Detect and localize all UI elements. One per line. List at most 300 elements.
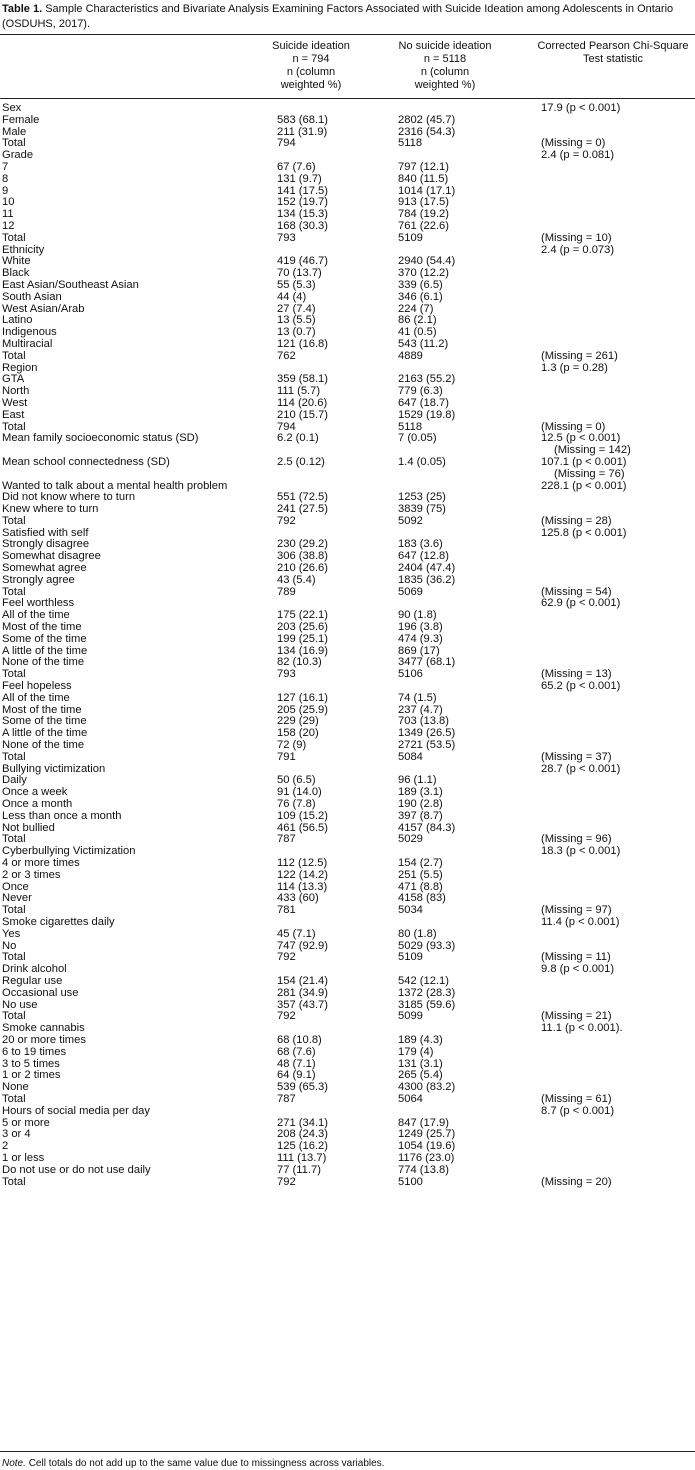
table-row bbox=[0, 693, 695, 705]
cell-text: (Missing = 96) bbox=[541, 833, 612, 846]
header-suicide-ideation bbox=[255, 40, 367, 92]
cell-text: (Missing = 37) bbox=[541, 750, 612, 763]
cell-text: 74 (1.5) bbox=[398, 691, 437, 704]
cell-text: Not bullied bbox=[2, 821, 55, 834]
cell-text: 28.7 (p < 0.001) bbox=[541, 762, 621, 775]
cell-text: 134 (15.3) bbox=[277, 208, 328, 221]
table-row bbox=[0, 209, 695, 221]
table-row bbox=[0, 245, 695, 257]
cell-text: Total bbox=[2, 585, 26, 598]
header-line: weighted %) bbox=[280, 79, 342, 91]
cell-text: 793 bbox=[277, 231, 296, 244]
no-suicide-ideation-cell bbox=[398, 669, 423, 681]
cell-text: 8.7 (p < 0.001) bbox=[541, 1104, 615, 1117]
cell-text: 77 (11.7) bbox=[277, 1163, 321, 1176]
cell-text: Satisfied with self bbox=[2, 526, 89, 539]
cell-text: 189 (3.1) bbox=[398, 786, 443, 799]
cell-text: Total bbox=[2, 668, 26, 681]
cell-text: 792 bbox=[277, 514, 296, 527]
suicide-ideation-cell bbox=[277, 233, 296, 245]
cell-text: Somewhat disagree bbox=[2, 550, 101, 563]
cell-text: 107.1 (p < 0.001) bbox=[541, 455, 627, 468]
table-row bbox=[0, 539, 695, 551]
table-row bbox=[0, 280, 695, 292]
suicide-ideation-cell bbox=[277, 351, 296, 363]
cell-text: Female bbox=[2, 113, 40, 126]
suicide-ideation-cell bbox=[277, 433, 319, 445]
cell-text: 1253 (25) bbox=[398, 491, 446, 504]
cell-text: Indigenous bbox=[2, 326, 57, 339]
header-line: n = 5118 bbox=[423, 53, 467, 65]
cell-text: Total bbox=[2, 833, 26, 846]
cell-text: 1 or 2 times bbox=[2, 1069, 61, 1082]
cell-text: 2721 (53.5) bbox=[398, 739, 456, 752]
cell-text: 2316 (54.3) bbox=[398, 125, 456, 138]
no-suicide-ideation-cell bbox=[398, 433, 437, 445]
cell-text: 1249 (25.7) bbox=[398, 1128, 456, 1141]
table-row bbox=[0, 1059, 695, 1071]
header-line: n = 794 bbox=[292, 53, 330, 65]
cell-text: 114 (13.3) bbox=[277, 880, 328, 893]
table-row bbox=[0, 327, 695, 339]
chi-square-cell bbox=[541, 433, 631, 457]
cell-text: 2404 (47.4) bbox=[398, 562, 456, 575]
cell-text: Smoke cigarettes daily bbox=[2, 915, 115, 928]
cell-text: 1.3 (p = 0.28) bbox=[541, 361, 608, 374]
chi-square-cell bbox=[541, 846, 620, 858]
cell-text: 1176 (23.0) bbox=[398, 1151, 455, 1164]
suicide-ideation-cell bbox=[277, 952, 296, 964]
chi-square-cell bbox=[541, 1106, 614, 1118]
suicide-ideation-cell bbox=[277, 1094, 296, 1106]
no-suicide-ideation-cell bbox=[398, 834, 423, 846]
cell-text: 789 bbox=[277, 585, 296, 598]
table-row bbox=[0, 197, 695, 209]
table-row bbox=[0, 256, 695, 268]
cell-text: 127 (16.1) bbox=[277, 691, 328, 704]
cell-text: 913 (17.5) bbox=[398, 196, 449, 209]
cell-text: Grade bbox=[2, 149, 34, 162]
cell-text: Hours of social media per day bbox=[2, 1104, 150, 1117]
table-row bbox=[0, 492, 695, 504]
cell-text: 761 (22.6) bbox=[398, 219, 449, 232]
cell-text: 90 (1.8) bbox=[398, 609, 437, 622]
cell-text: 1529 (19.8) bbox=[398, 408, 456, 421]
cell-text: Daily bbox=[2, 774, 27, 787]
cell-text: (Missing = 10) bbox=[541, 231, 612, 244]
cell-text: 189 (4.3) bbox=[398, 1033, 443, 1046]
table-row bbox=[0, 150, 695, 162]
cell-text: 9.8 (p < 0.001) bbox=[541, 963, 615, 976]
cell-text: 6 to 19 times bbox=[2, 1045, 67, 1058]
cell-text: 7 (0.05) bbox=[398, 432, 437, 445]
suicide-ideation-cell bbox=[277, 457, 325, 469]
cell-text: 5109 bbox=[398, 951, 423, 964]
cell-text: 121 (16.8) bbox=[277, 337, 328, 350]
table-row bbox=[0, 964, 695, 976]
cell-text: 251 (5.5) bbox=[398, 868, 443, 881]
table-row bbox=[0, 811, 695, 823]
cell-text: Never bbox=[2, 892, 32, 905]
table-row bbox=[0, 646, 695, 658]
cell-text: 9 bbox=[2, 184, 9, 197]
cell-text: (Missing = 13) bbox=[541, 668, 612, 681]
cell-text: 433 (60) bbox=[277, 892, 319, 905]
table-row bbox=[0, 728, 695, 740]
cell-text: 125.8 (p < 0.001) bbox=[541, 526, 627, 539]
cell-text: 4157 (84.3) bbox=[398, 821, 456, 834]
cell-text: 3839 (75) bbox=[398, 503, 446, 516]
cell-text: 539 (65.3) bbox=[277, 1081, 328, 1094]
table-row bbox=[0, 433, 695, 457]
cell-text: No use bbox=[2, 998, 38, 1011]
cell-text: 62.9 (p < 0.001) bbox=[541, 597, 621, 610]
chi-square-cell bbox=[541, 481, 627, 493]
cell-text: 13 (5.5) bbox=[277, 314, 316, 327]
cell-text: East bbox=[2, 408, 25, 421]
cell-text: 45 (7.1) bbox=[277, 927, 316, 940]
suicide-ideation-cell bbox=[277, 1011, 296, 1023]
cell-text: 203 (25.6) bbox=[277, 621, 328, 634]
table-row bbox=[0, 1106, 695, 1118]
cell-text: All of the time bbox=[2, 691, 70, 704]
table-row bbox=[0, 563, 695, 575]
cell-text: (Missing = 11) bbox=[541, 951, 611, 964]
cell-text: 6.2 (0.1) bbox=[277, 432, 319, 445]
chi-square-cell bbox=[541, 363, 608, 375]
cell-text: North bbox=[2, 385, 30, 398]
table-row bbox=[0, 681, 695, 693]
cell-text: 357 (43.7) bbox=[277, 998, 328, 1011]
cell-text: 168 (30.3) bbox=[277, 219, 328, 232]
row-label bbox=[2, 1177, 26, 1189]
cell-text: 2 or 3 times bbox=[2, 868, 61, 881]
cell-text: 229 (29) bbox=[277, 715, 319, 728]
cell-text: Somewhat agree bbox=[2, 562, 87, 575]
cell-text: 12.5 (p < 0.001) bbox=[541, 432, 621, 445]
cell-text: (Missing = 28) bbox=[541, 514, 612, 527]
no-suicide-ideation-cell bbox=[398, 233, 423, 245]
table-row bbox=[0, 457, 695, 481]
chi-square-cell bbox=[541, 1023, 623, 1035]
table-row bbox=[0, 292, 695, 304]
note-label: Note. bbox=[2, 1458, 26, 1469]
cell-text: GTA bbox=[2, 373, 25, 386]
cell-text: 747 (92.9) bbox=[277, 939, 328, 952]
cell-text: 543 (11.2) bbox=[398, 337, 449, 350]
no-suicide-ideation-cell bbox=[398, 138, 422, 150]
cell-text: 44 (4) bbox=[277, 290, 307, 303]
cell-text: 647 (12.8) bbox=[398, 550, 449, 563]
cell-text: Do not use or do not use daily bbox=[2, 1163, 151, 1176]
cell-text: 1.4 (0.05) bbox=[398, 455, 446, 468]
cell-text: 131 (3.1) bbox=[398, 1057, 443, 1070]
cell-text: Male bbox=[2, 125, 27, 138]
cell-text: 154 (21.4) bbox=[277, 974, 328, 987]
cell-text: 787 bbox=[277, 833, 296, 846]
cell-text: 179 (4) bbox=[398, 1045, 434, 1058]
cell-text: Total bbox=[2, 514, 26, 527]
table-row bbox=[0, 1129, 695, 1141]
cell-text: 5084 bbox=[398, 750, 423, 763]
cell-text: All of the time bbox=[2, 609, 70, 622]
cell-text: 794 bbox=[277, 137, 296, 150]
cell-text: 2940 (54.4) bbox=[398, 255, 456, 268]
table-row bbox=[0, 988, 695, 1000]
table-row bbox=[0, 186, 695, 198]
cell-text: Wanted to talk about a mental health problem bbox=[2, 479, 228, 492]
cell-text: 5118 bbox=[398, 137, 423, 150]
cell-text: 237 (4.7) bbox=[398, 703, 443, 716]
cell-text: 20 or more times bbox=[2, 1033, 86, 1046]
cell-text: 4 or more times bbox=[2, 857, 80, 869]
cell-text: 797 (12.1) bbox=[398, 160, 449, 173]
missing-count: (Missing = 76) bbox=[554, 467, 625, 480]
cell-text: 82 (10.3) bbox=[277, 656, 322, 669]
header-chi-square bbox=[533, 40, 693, 66]
table-row bbox=[0, 398, 695, 410]
cell-text: 5100 bbox=[398, 1175, 423, 1188]
cell-text: 3477 (68.1) bbox=[398, 656, 456, 669]
cell-text: 210 (26.6) bbox=[277, 562, 328, 575]
cell-text: 2.5 (0.12) bbox=[277, 455, 325, 468]
cell-text: 847 (17.9) bbox=[398, 1116, 449, 1129]
cell-text: 41 (0.5) bbox=[398, 326, 437, 339]
cell-text: 131 (9.7) bbox=[277, 172, 322, 185]
cell-text: 80 (1.8) bbox=[398, 927, 437, 940]
cell-text: 762 bbox=[277, 349, 296, 362]
cell-text: 43 (5.4) bbox=[277, 573, 316, 586]
table-row bbox=[0, 1141, 695, 1153]
cell-text: Total bbox=[2, 1175, 26, 1188]
note-text: Cell totals do not add up to the same value due to missingness across variables. bbox=[28, 1458, 385, 1469]
cell-text: 8 bbox=[2, 172, 9, 185]
cell-text: (Missing = 0) bbox=[541, 137, 606, 150]
cell-text: 86 (2.1) bbox=[398, 314, 437, 327]
cell-text: Multiracial bbox=[2, 337, 53, 350]
table-row bbox=[0, 622, 695, 634]
cell-text: 2 bbox=[2, 1140, 9, 1153]
cell-text: West Asian/Arab bbox=[2, 302, 85, 315]
cell-text: 1054 (19.6) bbox=[398, 1140, 456, 1153]
cell-text: 779 (6.3) bbox=[398, 385, 443, 398]
cell-text: 111 (13.7) bbox=[277, 1151, 327, 1164]
row-label bbox=[2, 433, 198, 445]
suicide-ideation-cell bbox=[277, 587, 296, 599]
chi-square-cell bbox=[541, 964, 614, 976]
header-line: Test statistic bbox=[583, 53, 643, 65]
cell-text: Once a month bbox=[2, 798, 73, 811]
table-row bbox=[0, 374, 695, 386]
cell-text: 230 (29.2) bbox=[277, 538, 328, 551]
chi-square-cell bbox=[541, 150, 614, 162]
cell-text: 5064 bbox=[398, 1092, 423, 1105]
no-suicide-ideation-cell bbox=[398, 952, 423, 964]
cell-text: (Missing = 54) bbox=[541, 585, 612, 598]
no-suicide-ideation-cell bbox=[398, 1177, 423, 1189]
cell-text: 70 (13.7) bbox=[277, 267, 322, 280]
cell-text: Strongly agree bbox=[2, 573, 75, 586]
cell-text: 72 (9) bbox=[277, 739, 307, 752]
cell-text: 2802 (45.7) bbox=[398, 113, 456, 126]
cell-text: 67 (7.6) bbox=[277, 160, 316, 173]
cell-text: Mean family socioeconomic status (SD) bbox=[2, 432, 199, 445]
cell-text: (Missing = 261) bbox=[541, 349, 618, 362]
table-row bbox=[0, 174, 695, 186]
cell-text: 794 bbox=[277, 420, 296, 433]
cell-text: East Asian/Southeast Asian bbox=[2, 278, 139, 291]
cell-text: 55 (5.3) bbox=[277, 278, 316, 291]
table-row bbox=[0, 870, 695, 882]
cell-text: No bbox=[2, 939, 17, 952]
cell-text: 1349 (26.5) bbox=[398, 727, 456, 740]
table-row bbox=[0, 304, 695, 316]
no-suicide-ideation-cell bbox=[398, 351, 423, 363]
table-row bbox=[0, 775, 695, 787]
cell-text: 551 (72.5) bbox=[277, 491, 328, 504]
cell-text: 4158 (83) bbox=[398, 892, 446, 905]
table-row bbox=[0, 1047, 695, 1059]
cell-text: 11 bbox=[2, 208, 14, 221]
cell-text: 271 (34.1) bbox=[277, 1116, 328, 1129]
cell-text: 125 (16.2) bbox=[277, 1140, 328, 1153]
cell-text: 122 (14.2) bbox=[277, 868, 328, 881]
cell-text: 27 (7.4) bbox=[277, 302, 316, 315]
cell-text: 111 (5.7) bbox=[277, 385, 321, 398]
header-line: weighted %) bbox=[414, 79, 476, 91]
cell-text: 13 (0.7) bbox=[277, 326, 316, 339]
header-line: No suicide ideation bbox=[398, 40, 492, 52]
table-row bbox=[0, 1023, 695, 1035]
cell-text: 109 (15.2) bbox=[277, 809, 328, 822]
cell-text: 792 bbox=[277, 1175, 296, 1188]
cell-text: Total bbox=[2, 137, 26, 150]
table-row bbox=[0, 1070, 695, 1082]
cell-text: 5034 bbox=[398, 904, 423, 917]
cell-text: 76 (7.8) bbox=[277, 798, 316, 811]
header-line: n (column bbox=[286, 66, 336, 78]
cell-text: 50 (6.5) bbox=[277, 774, 316, 787]
cell-text: 583 (68.1) bbox=[277, 113, 328, 126]
cell-text: 281 (34.9) bbox=[277, 986, 328, 999]
suicide-ideation-cell bbox=[277, 1177, 296, 1189]
cell-text: 781 bbox=[277, 904, 296, 917]
no-suicide-ideation-cell bbox=[398, 457, 446, 469]
cell-text: Bullying victimization bbox=[2, 762, 106, 775]
cell-text: South Asian bbox=[2, 290, 62, 303]
chi-square-cell bbox=[541, 245, 614, 257]
cell-text: (Missing = 61) bbox=[541, 1092, 612, 1105]
table-row bbox=[0, 551, 695, 563]
cell-text: 241 (27.5) bbox=[277, 503, 328, 516]
cell-text: A little of the time bbox=[2, 727, 88, 740]
cell-text: 224 (7) bbox=[398, 302, 434, 315]
cell-text: Regular use bbox=[2, 974, 63, 987]
chi-square-cell bbox=[541, 1177, 612, 1189]
cell-text: 18.3 (p < 0.001) bbox=[541, 845, 621, 858]
cell-text: 792 bbox=[277, 1010, 296, 1023]
cell-text: Region bbox=[2, 361, 38, 374]
cell-text: 11.1 (p < 0.001). bbox=[541, 1022, 623, 1035]
cell-text: (Missing = 20) bbox=[541, 1175, 612, 1188]
cell-text: 346 (6.1) bbox=[398, 290, 443, 303]
cell-text: Occasional use bbox=[2, 986, 79, 999]
cell-text: 461 (56.5) bbox=[277, 821, 328, 834]
table-row bbox=[0, 315, 695, 327]
cell-text: 787 bbox=[277, 1092, 296, 1105]
cell-text: 1835 (36.2) bbox=[398, 573, 456, 586]
cell-text: 3 or 4 bbox=[2, 1128, 31, 1141]
chi-square-cell bbox=[541, 681, 620, 693]
cell-text: 339 (6.5) bbox=[398, 278, 443, 291]
chi-square-cell bbox=[541, 457, 627, 481]
table-row bbox=[0, 705, 695, 717]
cell-text: Cyberbullying Victimization bbox=[2, 845, 136, 858]
cell-text: 3 to 5 times bbox=[2, 1057, 60, 1070]
cell-text: 2.4 (p = 0.073) bbox=[541, 243, 615, 256]
cell-text: 112 (12.5) bbox=[277, 857, 328, 869]
cell-text: 141 (17.5) bbox=[277, 184, 328, 197]
cell-text: 2.4 (p = 0.081) bbox=[541, 149, 615, 162]
table-row bbox=[0, 976, 695, 988]
table-row bbox=[0, 115, 695, 127]
cell-text: Total bbox=[2, 1092, 26, 1105]
cell-text: 5092 bbox=[398, 514, 423, 527]
cell-text: 205 (25.9) bbox=[277, 703, 328, 716]
cell-text: Some of the time bbox=[2, 715, 87, 728]
cell-text: Most of the time bbox=[2, 703, 82, 716]
table-row bbox=[0, 528, 695, 540]
cell-text: 91 (14.0) bbox=[277, 786, 322, 799]
cell-text: (Missing = 97) bbox=[541, 904, 612, 917]
table-row bbox=[0, 598, 695, 610]
no-suicide-ideation-cell bbox=[398, 905, 423, 917]
cell-text: Yes bbox=[2, 927, 21, 940]
cell-text: Latino bbox=[2, 314, 33, 327]
table-row bbox=[0, 917, 695, 929]
cell-text: 784 (19.2) bbox=[398, 208, 449, 221]
cell-text: 96 (1.1) bbox=[398, 774, 437, 787]
cell-text: 183 (3.6) bbox=[398, 538, 443, 551]
suicide-ideation-cell bbox=[277, 669, 296, 681]
cell-text: 306 (38.8) bbox=[277, 550, 328, 563]
suicide-ideation-cell bbox=[277, 905, 296, 917]
header-line: Corrected Pearson Chi-Square bbox=[537, 40, 689, 52]
table-row bbox=[0, 882, 695, 894]
cell-text: 1372 (28.3) bbox=[398, 986, 456, 999]
cell-text: 196 (3.8) bbox=[398, 621, 443, 634]
cell-text: 869 (17) bbox=[398, 644, 440, 657]
cell-text: Once bbox=[2, 880, 29, 893]
cell-text: Total bbox=[2, 904, 26, 917]
cell-text: Total bbox=[2, 420, 26, 433]
cell-text: Black bbox=[2, 267, 30, 280]
cell-text: A little of the time bbox=[2, 644, 88, 657]
cell-text: 211 (31.9) bbox=[277, 125, 328, 138]
cell-text: 419 (46.7) bbox=[277, 255, 328, 268]
table-row bbox=[0, 716, 695, 728]
cell-text: 64 (9.1) bbox=[277, 1069, 316, 1082]
cell-text: Knew where to turn bbox=[2, 503, 99, 516]
cell-text: 134 (16.9) bbox=[277, 644, 328, 657]
cell-text: 5109 bbox=[398, 231, 423, 244]
cell-text: Mean school connectedness (SD) bbox=[2, 455, 170, 468]
table-note bbox=[2, 1458, 384, 1469]
chi-square-cell bbox=[541, 764, 620, 776]
cell-text: Some of the time bbox=[2, 632, 87, 645]
no-suicide-ideation-cell bbox=[398, 752, 423, 764]
cell-text: 175 (22.1) bbox=[277, 609, 328, 622]
